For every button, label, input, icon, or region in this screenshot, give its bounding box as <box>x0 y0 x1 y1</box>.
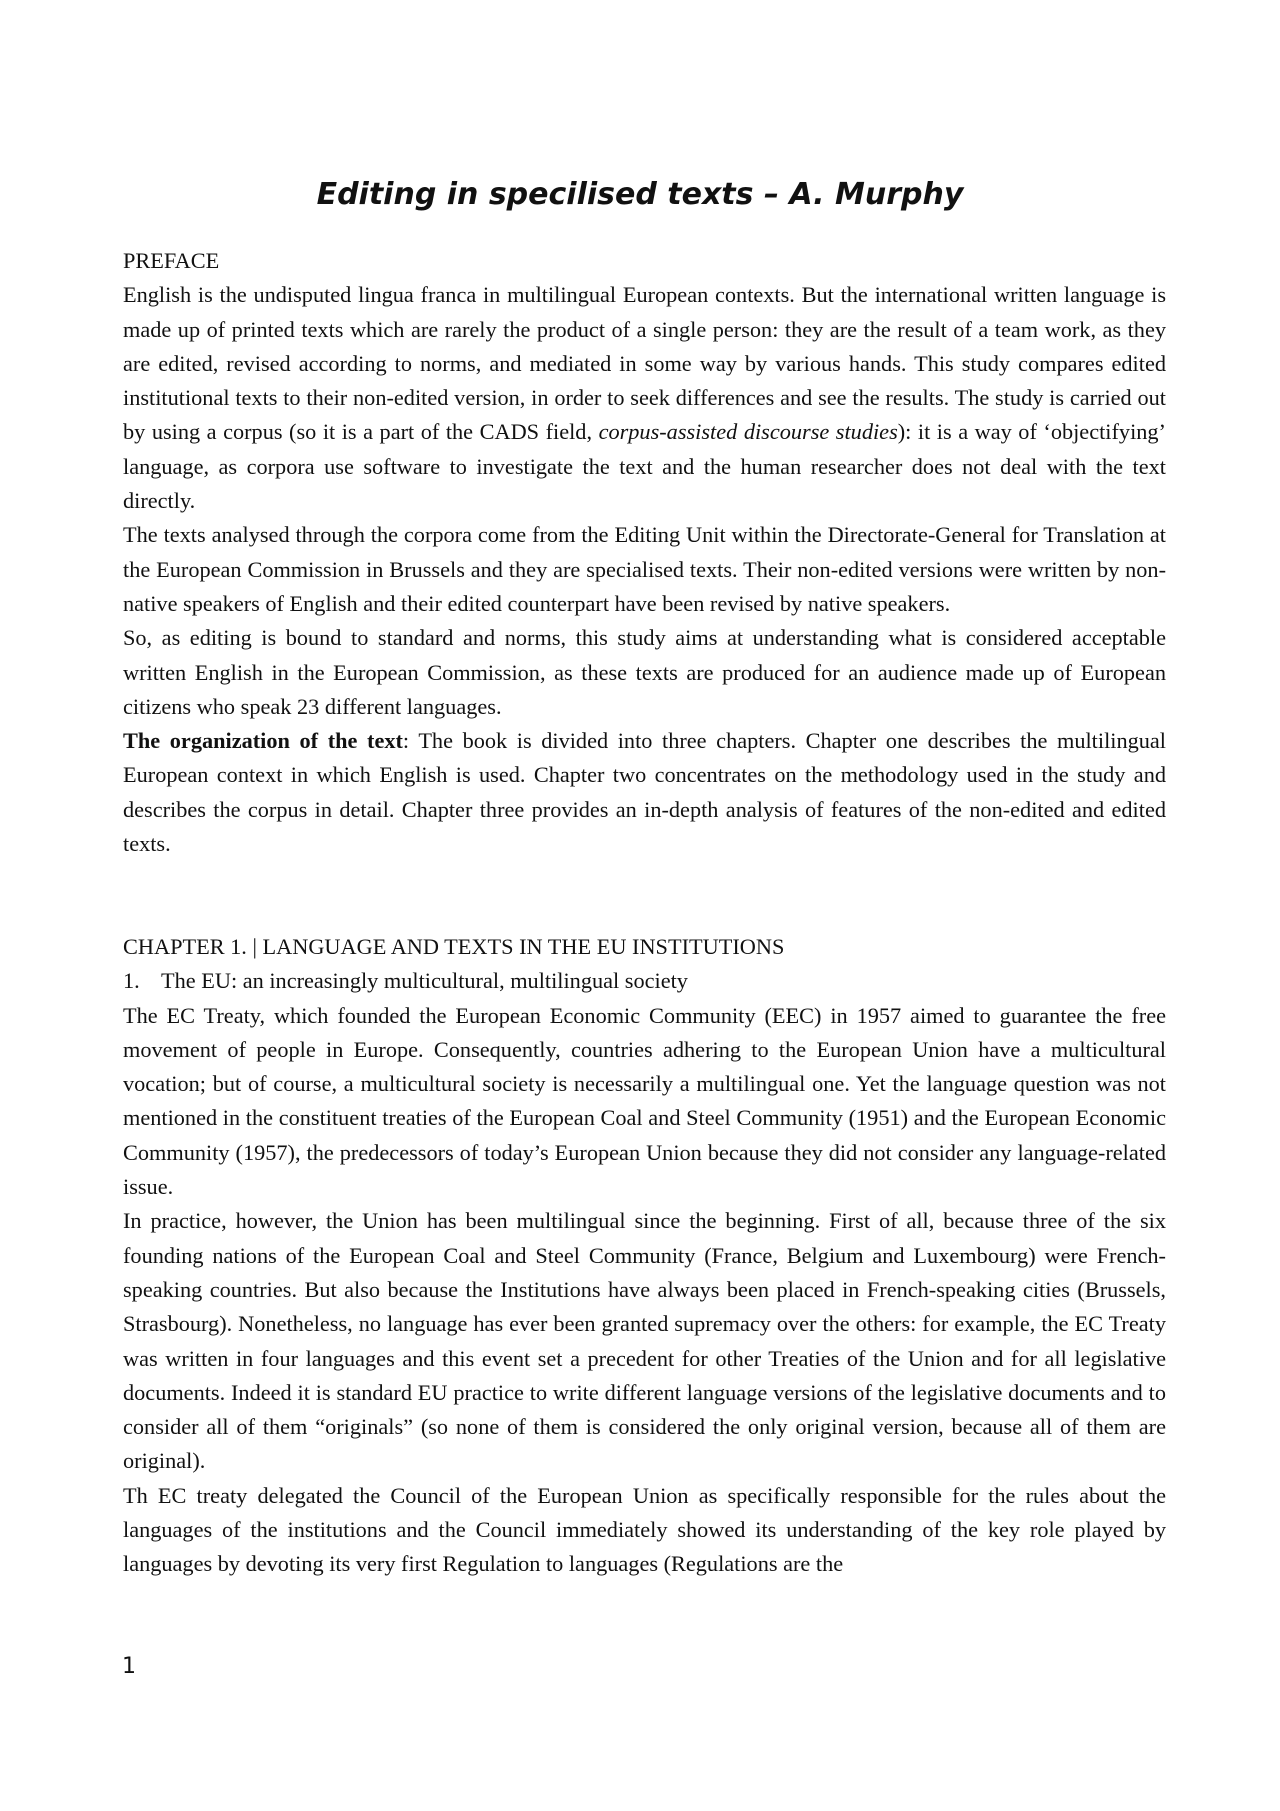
chapter-paragraph-2: In practice, however, the Union has been multilingual since the beginning. First of all, because three of the six founding nations of the European Coal and Steel Community (France, Belgium and Luxembourg) were French-speaking countries. But also because the Institutions have always been placed in French-speaking cities (Brussels, Strasbourg). Nonetheless, no language has ever been granted supremacy over the others: for example, the EC Treaty was written in four languages and this event set a precedent for other Treaties of the Union and for all legislative documents. Indeed it is standard EU practice to write different language versions of the legislative documents and to consider all of them “originals” (so none of them is considered the only original version, because all of them are original). <box>123 1208 1166 1474</box>
chapter-heading: CHAPTER 1. | LANGUAGE AND TEXTS IN THE EU INSTITUTIONS <box>123 933 785 959</box>
section-number: 1. <box>123 968 140 994</box>
page-number: 1 <box>122 1654 136 1679</box>
chapter-paragraph-3: Th EC treaty delegated the Council of the European Union as specifically responsible for the rules about the languages of the institutions and the Council immediately showed its understanding of the key role played by languages by devoting its very first Regulation to languages (Regulations are the <box>123 1482 1166 1577</box>
preface-paragraph-3: So, as editing is bound to standard and norms, this study aims at understanding what is considered acceptable written English in the European Commission, as these texts are produced for an audience made up of European citizens who speak 23 different languages. <box>123 625 1166 719</box>
preface-paragraph-1-start: English is the undisputed lingua franca in multilingual European contexts. But the international written language is made up of printed texts which are rarely the product of a single person: they are the result of a team work, as they are edited, revised according to norms, and mediated in some way by various hands. This study compares edited institutional texts to their non-edited version, in order to seek differences and see the results. The study is carried out by using a corpus (so it is a part of the CADS field, <box>123 282 1166 445</box>
document-body <box>123 244 1166 1582</box>
document-title: Editing in specilised texts – A. Murphy <box>316 177 964 212</box>
section-title: The EU: an increasingly multicultural, multilingual society <box>161 968 688 994</box>
chapter-paragraph-1: The EC Treaty, which founded the European Economic Community (EEC) in 1957 aimed to guarantee the free movement of people in Europe. Consequently, countries adhering to the European Union have a multicultural vocation; but of course, a multicultural society is necessarily a multilingual one. Yet the language question was not mentioned in the constituent treaties of the European Coal and Steel Community (1951) and the European Economic Community (1957), the predecessors of today’s European Union because they did not consider any language-related issue. <box>123 1002 1166 1200</box>
section-heading <box>123 964 1166 998</box>
preface-paragraph-1 <box>123 278 1166 518</box>
preface-heading: PREFACE <box>123 248 220 273</box>
preface-paragraph-4 <box>123 724 1166 861</box>
organization-label: The organization of the text <box>123 728 403 754</box>
preface-paragraph-1-end: ): it is a way of ‘objectifying’ language, as corpora use software to investigate the text and the human researcher does not deal with the text directly. <box>123 419 1166 514</box>
preface-paragraph-2: The texts analysed through the corpora come from the Editing Unit within the Directorate-General for Translation at the European Commission in Brussels and they are specialised texts. Their non-edited versions were written by non-native speakers of English and their edited counterpart have been revised by native speakers. <box>123 522 1166 616</box>
preface-paragraph-1-italic: corpus-assisted discourse studies <box>598 419 898 445</box>
organization-text: : The book is divided into three chapters. Chapter one describes the multilingual European context in which English is used. Chapter two concentrates on the methodology used in the study and describes the corpus in detail. Chapter three provides an in-depth analysis of features of the non-edited and edited texts. <box>123 728 1167 857</box>
section-spacer <box>123 861 1166 930</box>
